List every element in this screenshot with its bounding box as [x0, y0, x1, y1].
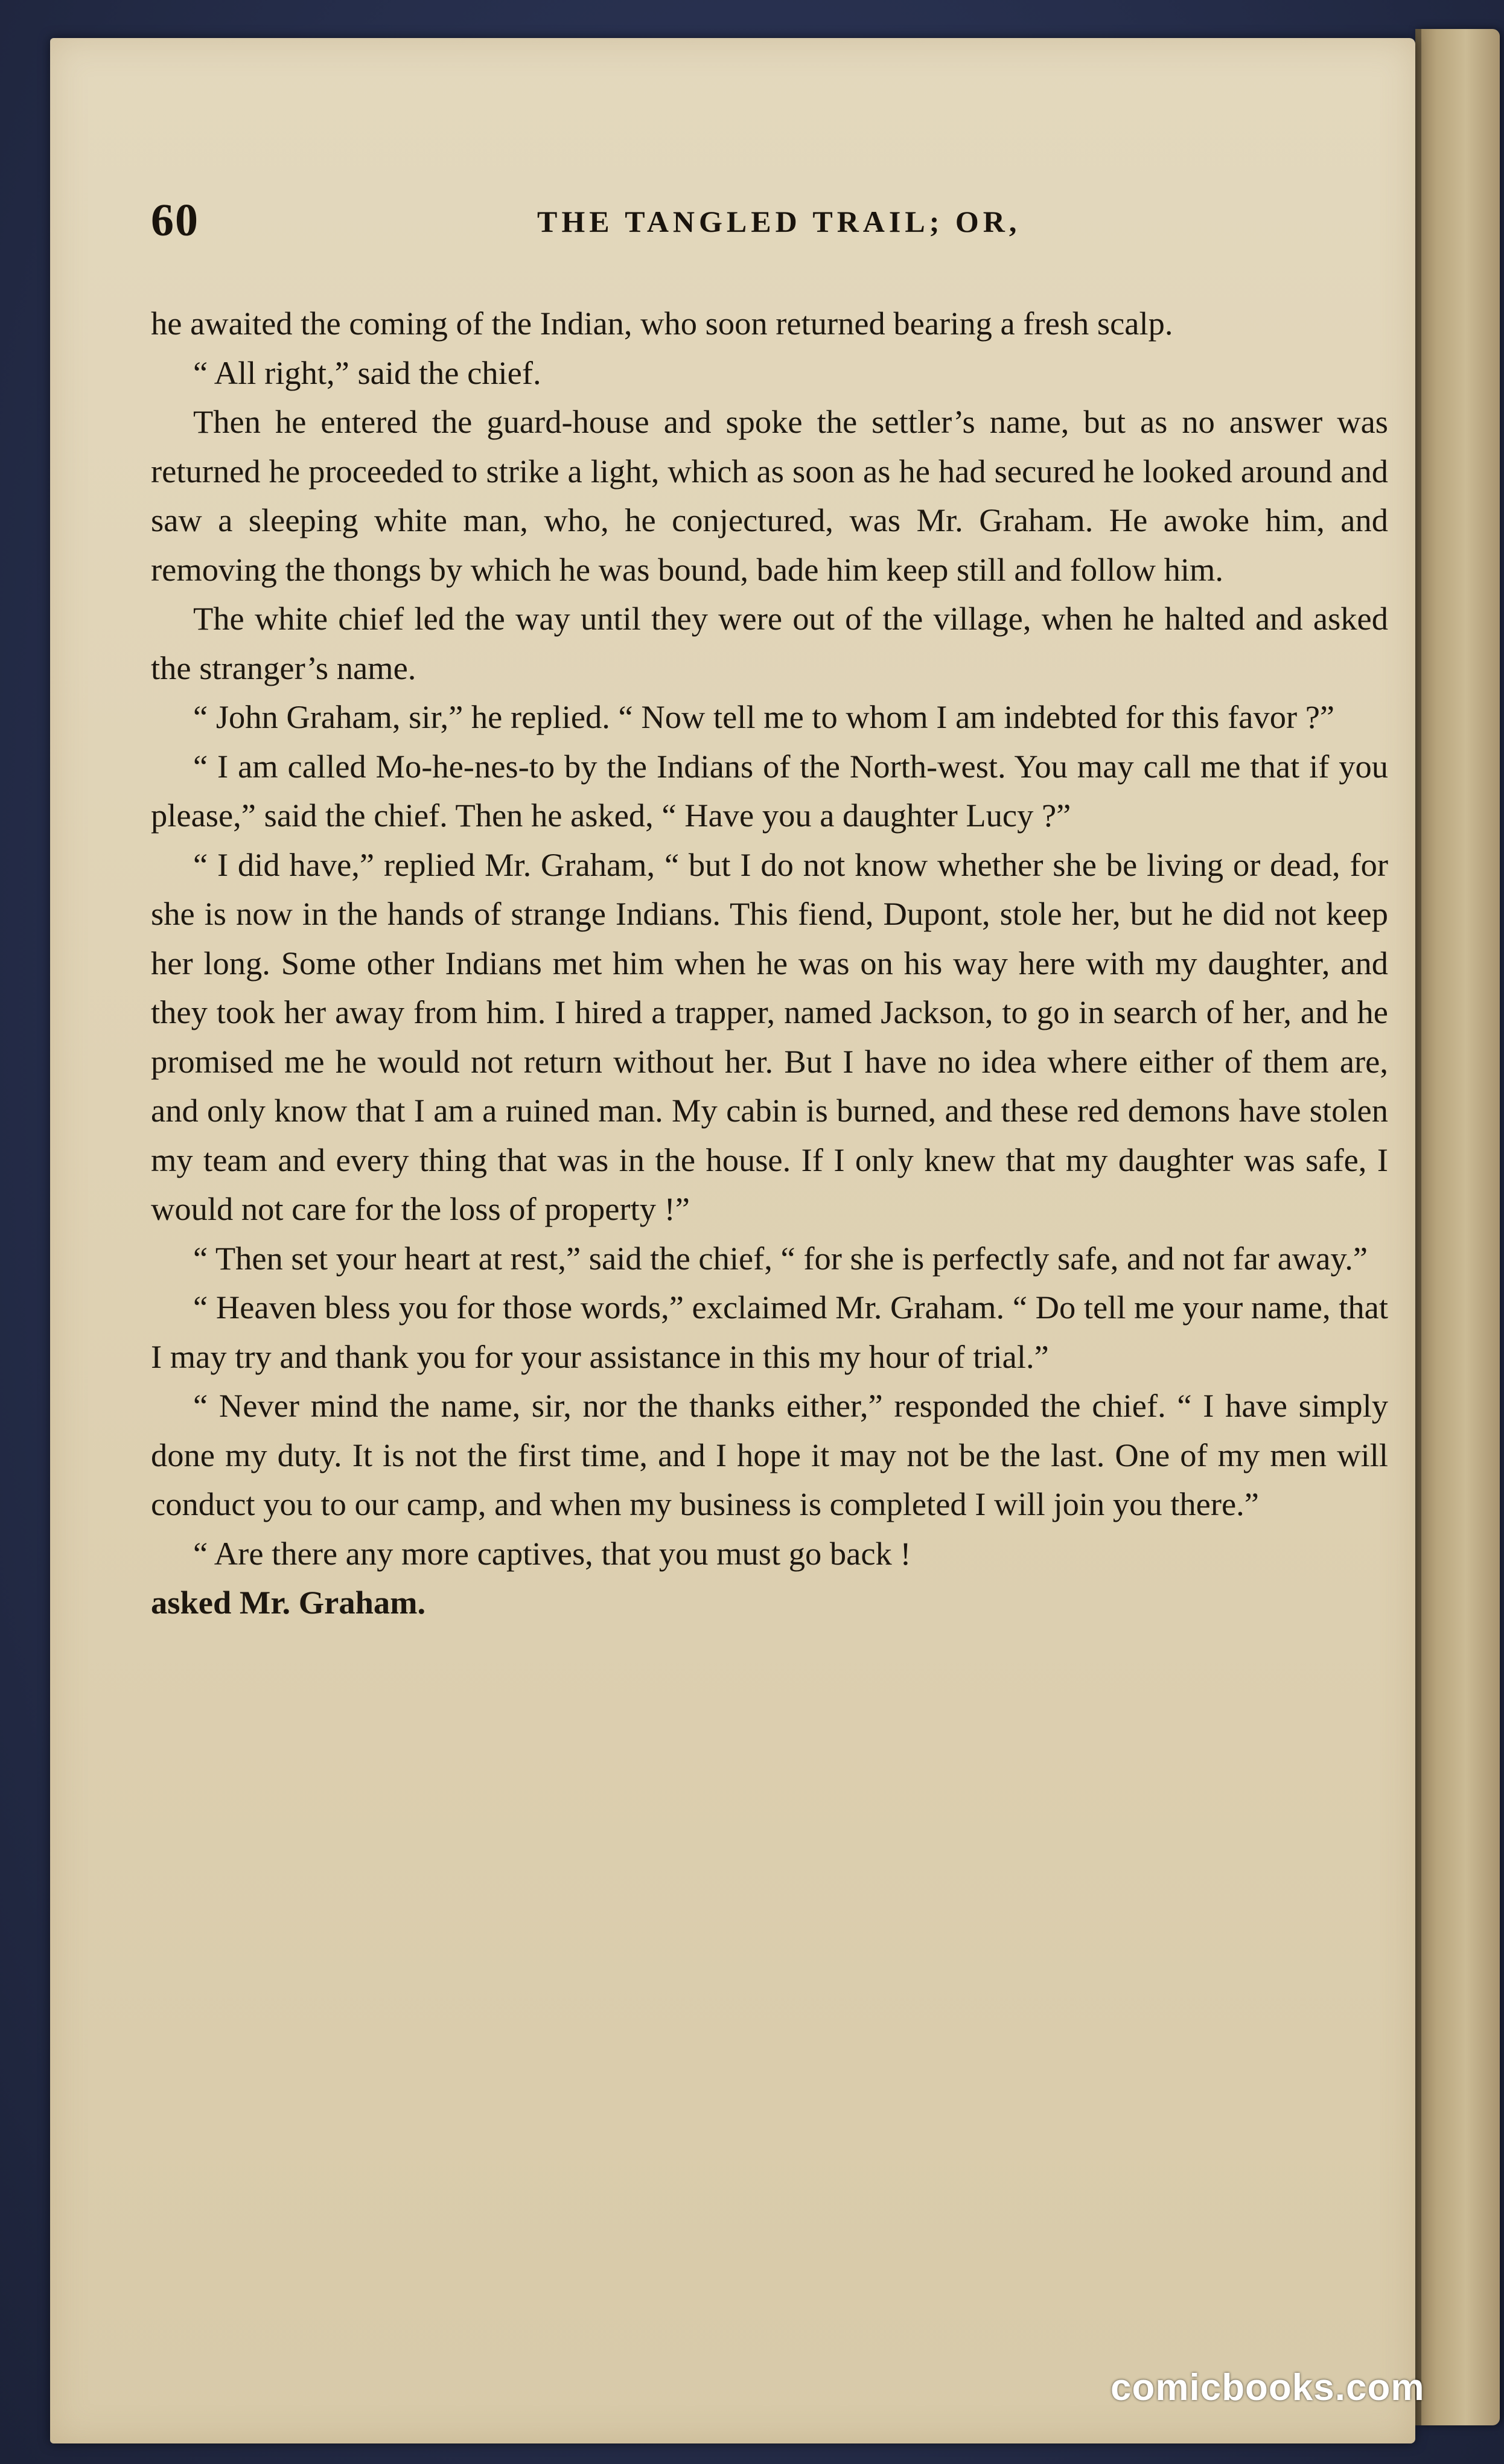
body-text — [151, 299, 1388, 1627]
page-number: 60 — [151, 195, 199, 246]
running-title: THE TANGLED TRAIL; OR, — [537, 205, 1021, 238]
paragraph: Then he entered the guard-house and spoke the settler’s name, but as no answer was returned he proceeded to strike a light, which as soon as he had secured he looked around and saw a sleeping white man, who, he conjectured, was Mr. Graham. He awoke him, and removing the thongs by which he was bound, bade him keep still and follow him. — [151, 403, 1388, 588]
paragraph: “ I am called Mo-he-nes-to by the Indians of the North-west. You may call me that if you please,” said the chief. Then he asked, “ Have you a daughter Lucy ?” — [151, 747, 1388, 834]
watermark: comicbooks.com — [1110, 2367, 1425, 2408]
book-page-edge — [1415, 29, 1500, 2425]
paragraph: “ All right,” said the chief. — [193, 354, 541, 391]
paragraph: “ Heaven bless you for those words,” exclaimed Mr. Graham. “ Do tell me your name, that I may try and thank you for your assistance in this my hour of trial.” — [151, 1289, 1388, 1375]
paragraph: The white chief led the way until they were out of the village, when he halted and asked the stranger’s name. — [151, 600, 1388, 686]
paragraph: asked Mr. Graham. — [151, 1584, 426, 1621]
paragraph: “ John Graham, sir,” he replied. “ Now tell me to whom I am indebted for this favor ?” — [193, 698, 1335, 735]
page-gutter-shadow — [1415, 29, 1421, 2425]
paragraph: “ Are there any more captives, that you must go back ! — [193, 1534, 911, 1572]
paragraph: “ Then set your heart at rest,” said the chief, “ for she is perfectly safe, and not far away.” — [193, 1239, 1368, 1277]
paragraph: “ Never mind the name, sir, nor the thanks either,” responded the chief. “ I have simply done my duty. It is not the first time, and I hope it may not be the last. One of my men will conduct you to our camp, and when my business is completed I will join you there.” — [151, 1387, 1388, 1522]
page-header — [151, 194, 1370, 261]
paragraph: “ I did have,” replied Mr. Graham, “ but I do not know whether she be living or dead, for she is now in the hands of strange Indians. This fiend, Dupont, stole her, but he did not keep her long. Some other Indians met him when he was on his way here with my daughter, and they took her away from him. I hired a trapper, named Jackson, to go in search of her, and he promised me he would not return without her. But I have no idea where either of them are, and only know that I am a ruined man. My cabin is burned, and these red demons have stolen my team and every thing that was in the house. If I only knew that my daughter was safe, I would not care for the loss of property !” — [151, 846, 1388, 1227]
paragraph: he awaited the coming of the Indian, who soon returned bearing a fresh scalp. — [151, 305, 1173, 342]
